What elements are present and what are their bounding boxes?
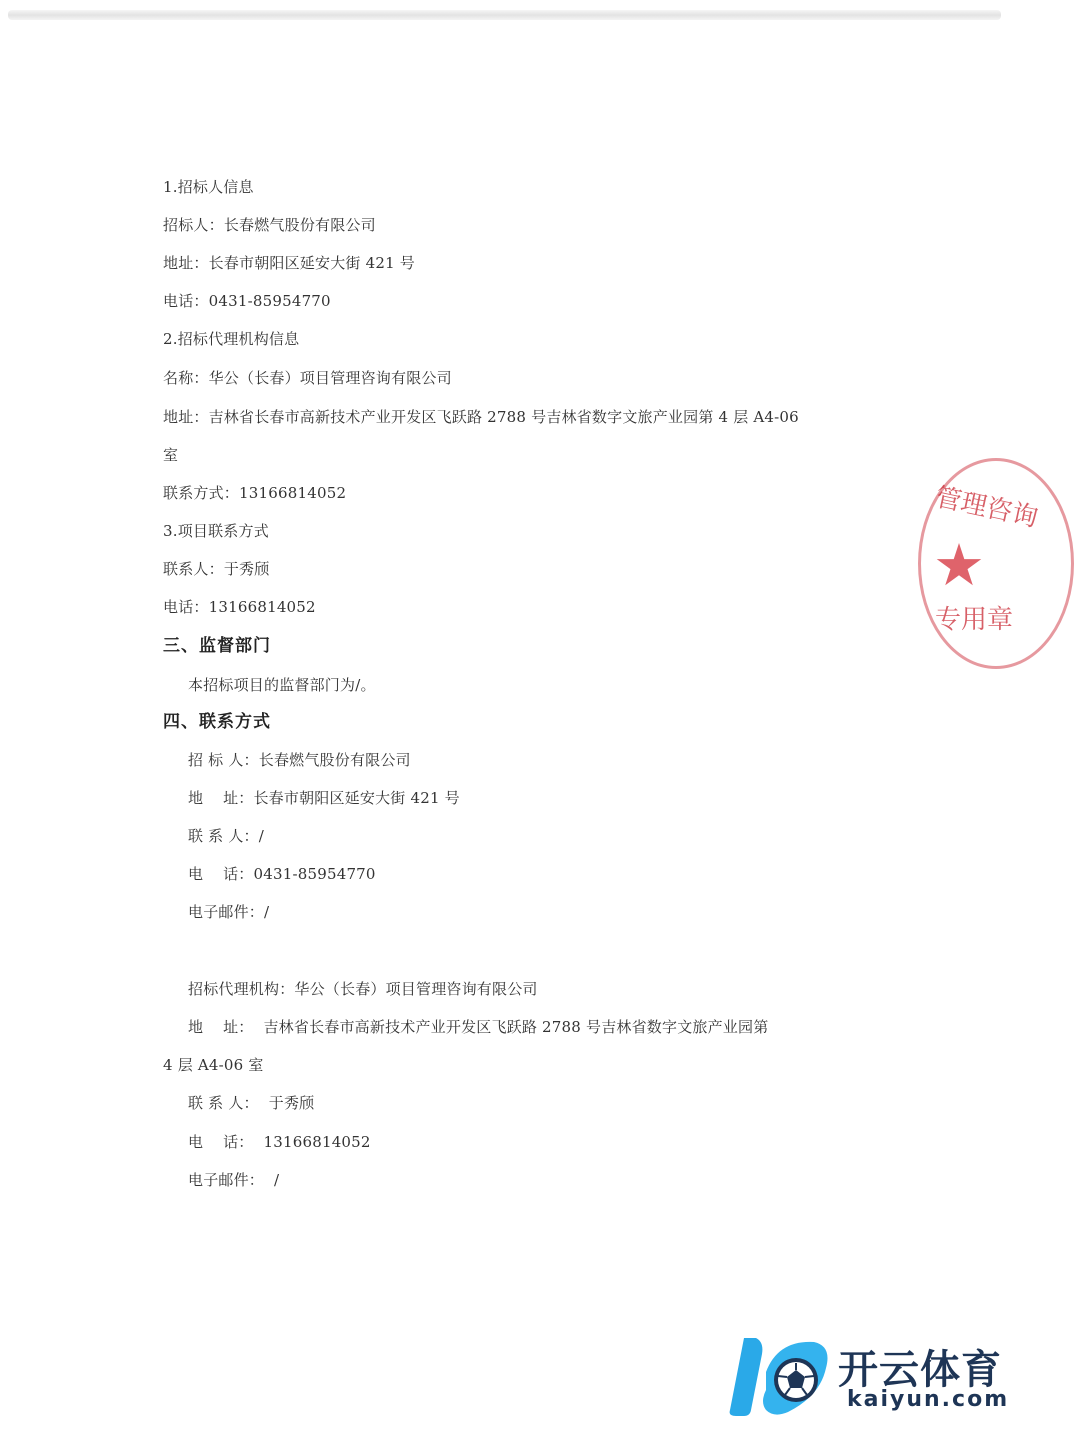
contact-agency-value: 华公（长春）项目管理咨询有限公司 <box>294 980 538 998</box>
project-contact-label: 联系人： <box>163 560 224 578</box>
agency-contact-value: 13166814052 <box>239 484 347 502</box>
seal-bottom-text: 专用章 <box>935 605 1014 635</box>
contact-agency-address-label: 地 址： <box>188 1018 254 1036</box>
contact-heading: 四、联系方式 <box>163 712 271 732</box>
agency-address-value: 吉林省长春市高新技术产业开发区飞跃路 2788 号吉林省数字文旅产业园第 4 层 A4-06 <box>208 408 799 426</box>
contact-tenderer-person-label: 联 系 人： <box>188 827 259 845</box>
seal-star-icon: ★ <box>933 531 985 599</box>
contact-tenderer-person-line <box>188 826 264 846</box>
kaiyun-logo-icon <box>722 1332 834 1420</box>
contact-tenderer-label: 招 标 人： <box>188 751 259 769</box>
tenderer-line <box>163 215 376 235</box>
scan-top-edge <box>8 10 1001 20</box>
contact-agency-person-value: 于秀颀 <box>268 1094 315 1112</box>
agency-name-value: 华公（长春）项目管理咨询有限公司 <box>208 369 452 387</box>
contact-tenderer-address-label: 地 址： <box>188 789 254 807</box>
agency-address-line <box>163 407 799 427</box>
contact-agency-address-continuation: 4 层 A4-06 室 <box>163 1056 264 1074</box>
tenderer-value: 长春燃气股份有限公司 <box>223 216 376 234</box>
contact-agency-label: 招标代理机构： <box>188 980 295 998</box>
agency-address-label: 地址： <box>163 408 209 426</box>
section3-title: 3.项目联系方式 <box>163 522 269 540</box>
contact-agency-phone-value: 13166814052 <box>263 1133 371 1151</box>
contact-tenderer-person-value: / <box>258 827 265 845</box>
agency-address-continuation: 室 <box>163 446 179 464</box>
project-phone-value: 13166814052 <box>208 598 316 616</box>
project-contact-line <box>163 559 269 579</box>
contact-tenderer-phone-label: 电 话： <box>188 865 254 883</box>
contact-agency-email-line <box>188 1170 279 1190</box>
tenderer-label: 招标人： <box>163 216 224 234</box>
seal-top-text: 管理咨询 <box>932 482 1041 534</box>
contact-agency-phone-line <box>188 1132 371 1152</box>
contact-agency-address-value: 吉林省长春市高新技术产业开发区飞跃路 2788 号吉林省数字文旅产业园第 <box>263 1018 769 1036</box>
project-contact-value: 于秀颀 <box>223 560 270 578</box>
phone-label: 电话： <box>163 292 209 310</box>
watermark-text-cn: 开云体育 <box>838 1347 1002 1393</box>
tenderer-phone-line <box>163 291 331 311</box>
supervision-heading: 三、监督部门 <box>163 636 271 656</box>
section1-title: 1.招标人信息 <box>163 178 254 196</box>
phone-value: 0431-85954770 <box>208 292 331 310</box>
contact-agency-email-value: / <box>274 1171 280 1189</box>
contact-tenderer-phone-value: 0431-85954770 <box>253 865 376 883</box>
contact-tenderer-line <box>188 750 411 770</box>
contact-tenderer-email-label: 电子邮件： <box>188 903 265 921</box>
supervision-text: 本招标项目的监督部门为/。 <box>188 676 376 694</box>
section2-title: 2.招标代理机构信息 <box>163 330 300 348</box>
contact-agency-phone-label: 电 话： <box>188 1133 254 1151</box>
contact-agency-person-label: 联 系 人： <box>188 1094 259 1112</box>
agency-name-label: 名称： <box>163 369 209 387</box>
watermark-text-en: kaiyun.com <box>847 1387 1010 1412</box>
agency-contact-label: 联系方式： <box>163 484 240 502</box>
contact-agency-line <box>188 979 538 999</box>
contact-tenderer-address-line <box>188 788 460 808</box>
contact-tenderer-address-value: 长春市朝阳区延安大街 421 号 <box>253 789 460 807</box>
contact-tenderer-email-value: / <box>264 903 270 921</box>
address-label: 地址： <box>163 254 209 272</box>
contact-tenderer-value: 长春燃气股份有限公司 <box>258 751 411 769</box>
address-value: 长春市朝阳区延安大街 421 号 <box>208 254 415 272</box>
agency-contact-line <box>163 483 346 503</box>
contact-tenderer-phone-line <box>188 864 376 884</box>
contact-tenderer-email-line <box>188 902 269 922</box>
company-seal <box>918 458 1074 669</box>
contact-agency-person-line <box>188 1093 314 1113</box>
contact-agency-address-line <box>188 1017 768 1037</box>
project-phone-line <box>163 597 316 617</box>
contact-agency-email-label: 电子邮件： <box>188 1171 265 1189</box>
agency-name-line <box>163 368 452 388</box>
project-phone-label: 电话： <box>163 598 209 616</box>
tenderer-address-line <box>163 253 415 273</box>
